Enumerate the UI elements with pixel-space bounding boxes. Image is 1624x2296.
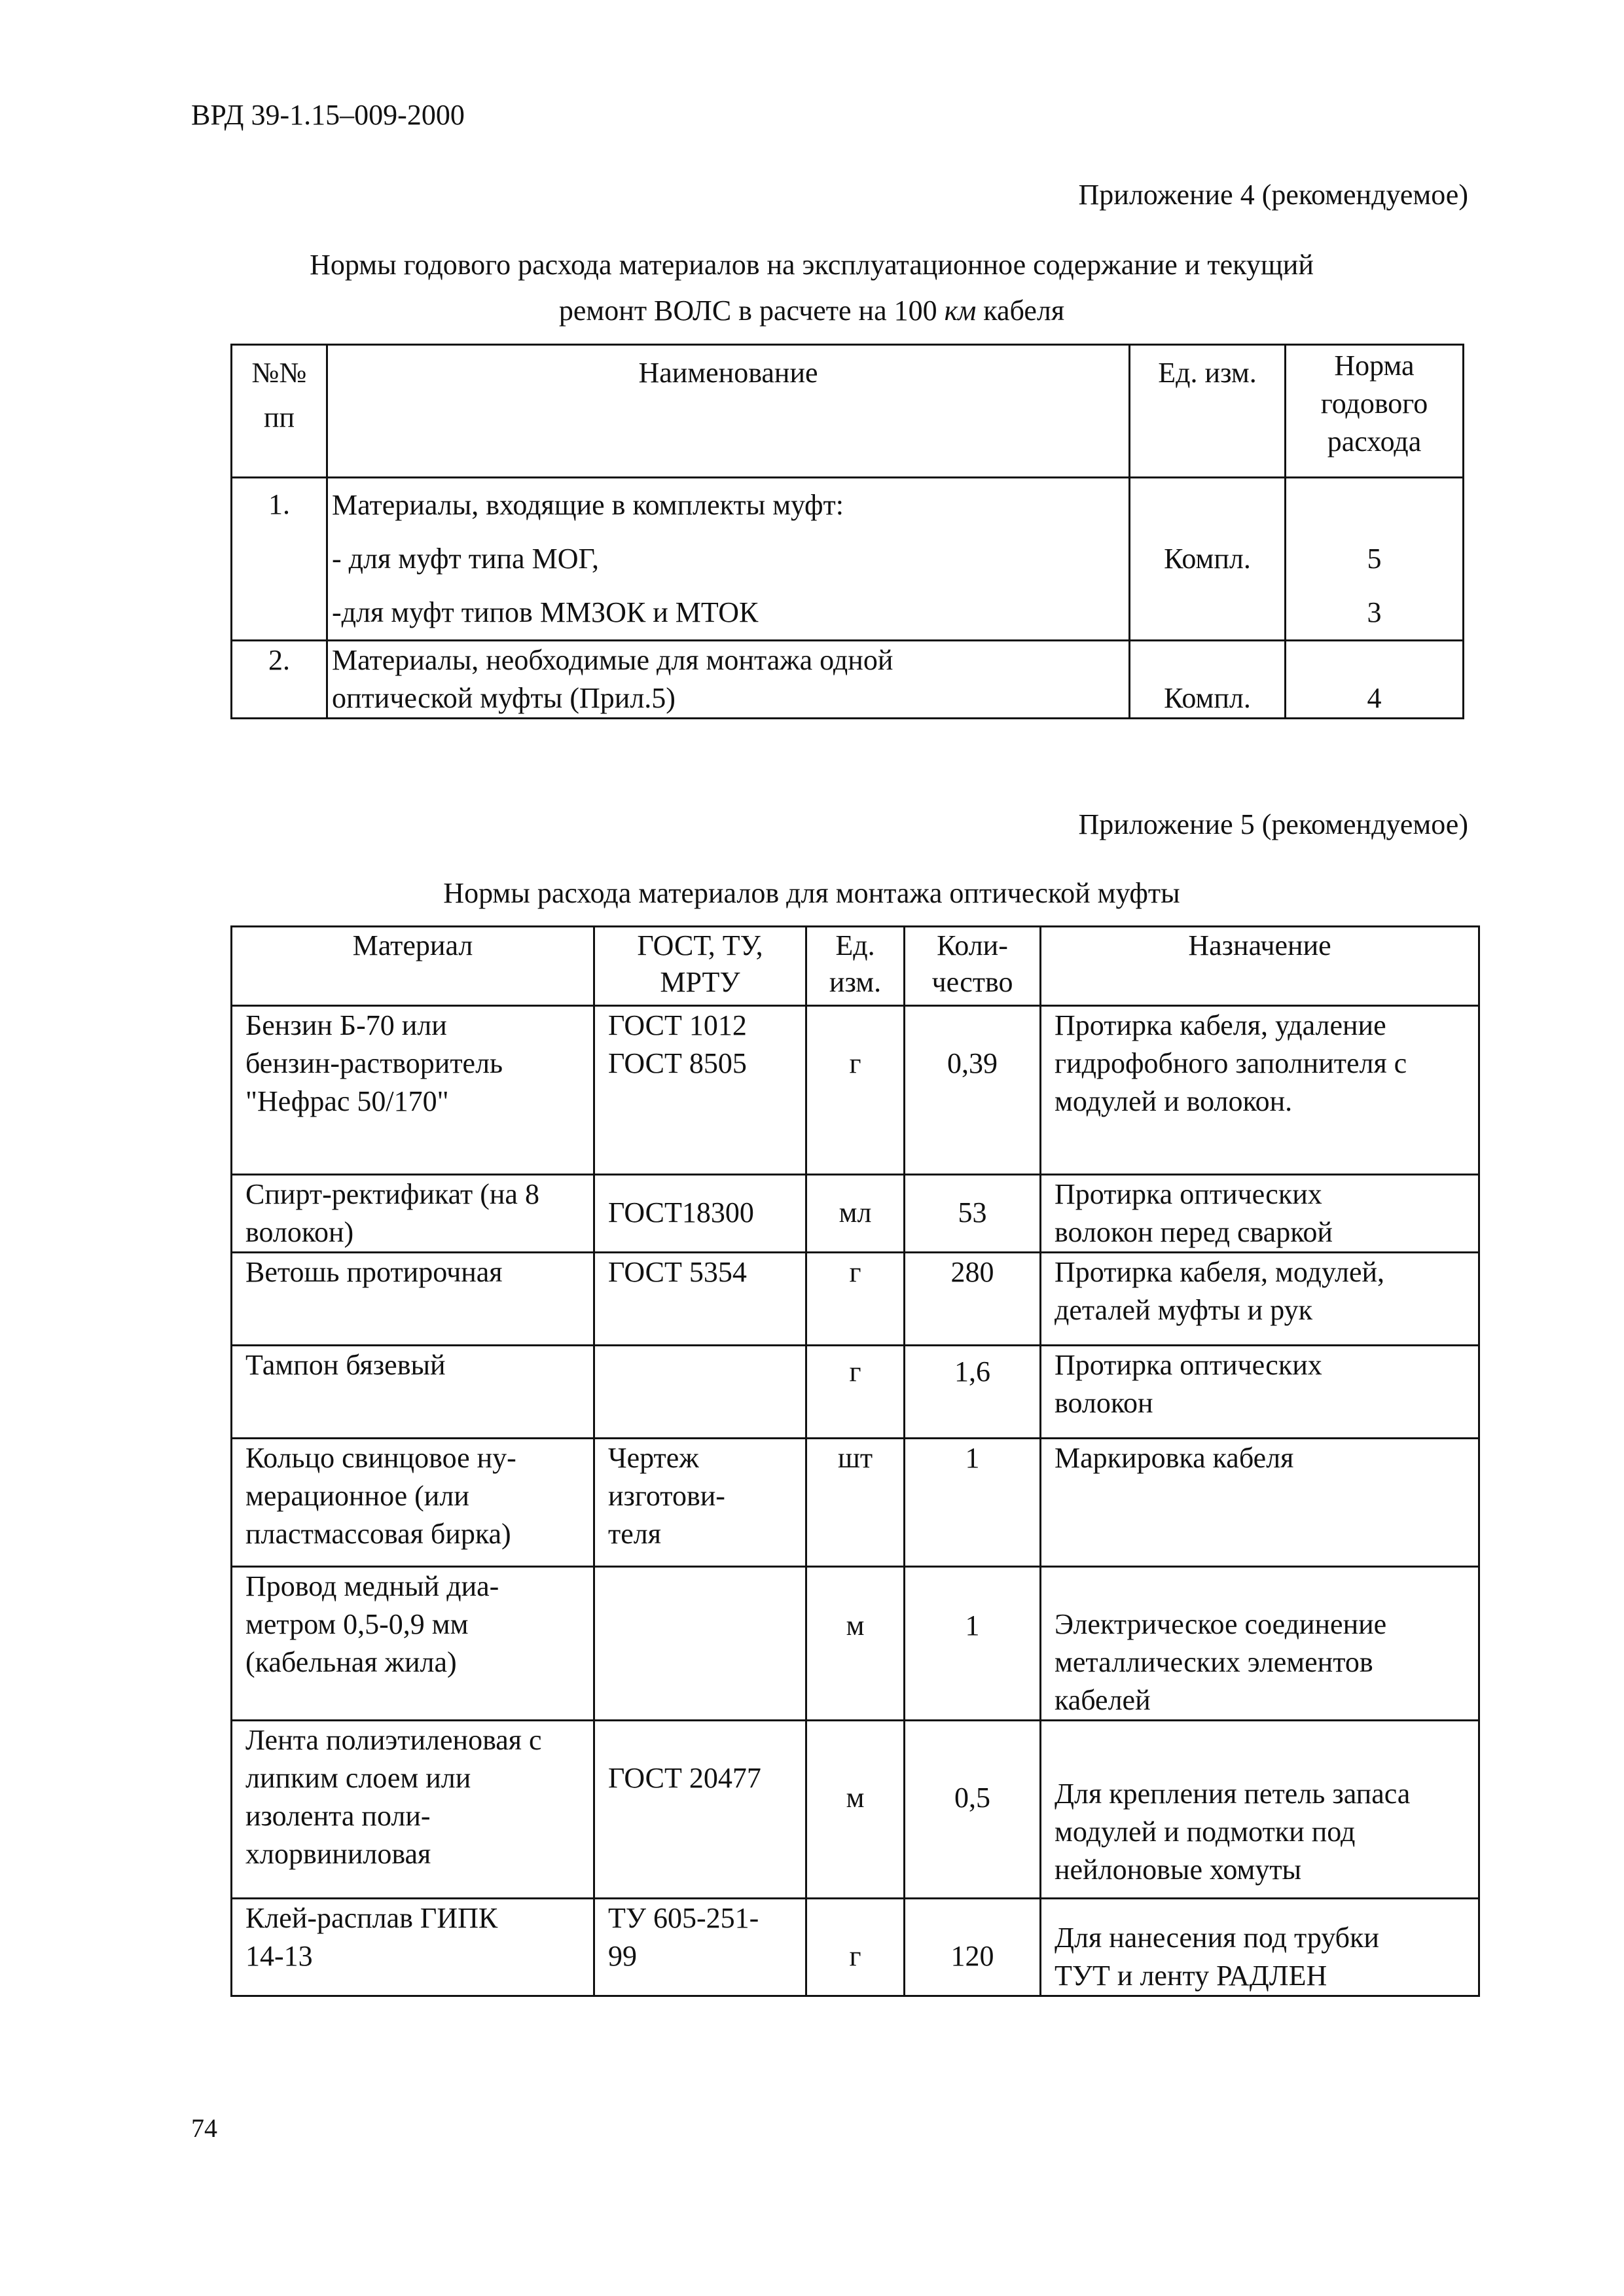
appendix-4-title-line-2	[137, 288, 1486, 334]
material-cell-line: бензин-растворитель	[245, 1047, 503, 1079]
material-cell-line: Кольцо свинцовое ну-	[245, 1442, 516, 1474]
purpose-cell	[1041, 1439, 1479, 1567]
row-number: 2.	[232, 641, 327, 719]
material-cell	[232, 1253, 594, 1346]
material-cell-line: Ветошь протирочная	[245, 1256, 503, 1288]
table-row	[232, 1439, 1479, 1567]
material-cell	[232, 1721, 594, 1899]
gost-cell	[594, 1006, 806, 1175]
material-cell-line: Лента полиэтиленовая с	[245, 1724, 542, 1756]
material-cell	[232, 1346, 594, 1439]
header-text: пп	[263, 401, 295, 433]
purpose-cell	[1041, 1721, 1479, 1899]
row-unit	[1130, 641, 1286, 719]
gost-cell	[594, 1721, 806, 1899]
appendix-4-title-line-1: Нормы годового расхода материалов на эксплуатационное содержание и текущий	[310, 249, 1314, 281]
purpose-cell-line: ТУТ и ленту РАДЛЕН	[1055, 1960, 1327, 1992]
row-name-line: - для муфт типа МОГ,	[332, 543, 599, 575]
purpose-cell	[1041, 1346, 1479, 1439]
gost-cell-line: 99	[608, 1940, 637, 1972]
purpose-cell	[1041, 1175, 1479, 1253]
row-name-line: оптической муфты (Прил.5)	[332, 682, 676, 714]
title-suffix: кабеля	[976, 295, 1065, 327]
quantity-cell	[905, 1439, 1041, 1567]
row-name-line: -для муфт типов ММЗОК и МТОК	[332, 596, 759, 628]
header-text: Ед.	[835, 929, 875, 961]
purpose-cell-line: Для крепления петель запаса	[1055, 1778, 1411, 1810]
table-row	[232, 478, 1464, 641]
table-row	[232, 1346, 1479, 1439]
purpose-cell-line: Протирка оптических	[1055, 1349, 1322, 1381]
table-row	[232, 1721, 1479, 1899]
column-header-norm	[1286, 345, 1464, 478]
column-header-unit: Ед. изм.	[1130, 345, 1286, 478]
unit-cell-line: м	[846, 1782, 865, 1814]
row-norm	[1286, 478, 1464, 641]
purpose-cell	[1041, 1006, 1479, 1175]
quantity-cell	[905, 1006, 1041, 1175]
unit-cell	[806, 1346, 905, 1439]
quantity-cell	[905, 1346, 1041, 1439]
quantity-cell	[905, 1899, 1041, 1996]
column-header-purpose: Назначение	[1041, 927, 1479, 1006]
material-cell-line: Спирт-ректификат (на 8	[245, 1178, 539, 1210]
table-row	[232, 1899, 1479, 1996]
material-cell-line: (кабельная жила)	[245, 1646, 457, 1678]
material-cell-line: "Нефрас 50/170"	[245, 1085, 449, 1117]
purpose-cell-line: деталей муфты и рук	[1055, 1294, 1313, 1326]
unit-cell-line: г	[849, 1256, 861, 1288]
material-cell-line: хлорвиниловая	[245, 1838, 431, 1870]
purpose-cell	[1041, 1253, 1479, 1346]
quantity-cell-line: 1	[965, 1442, 980, 1474]
table-row	[232, 1253, 1479, 1346]
row-norm-value: 4	[1367, 682, 1382, 714]
title-unit: км	[944, 295, 977, 327]
header-text: изм.	[829, 966, 882, 998]
table-row	[232, 1175, 1479, 1253]
purpose-cell-line: Маркировка кабеля	[1055, 1442, 1294, 1474]
header-text: МРТУ	[660, 966, 740, 998]
appendix-4-title	[137, 242, 1486, 334]
unit-cell-line: г	[849, 1940, 861, 1972]
gost-cell-line: ГОСТ 8505	[608, 1047, 747, 1079]
quantity-cell-line: 1	[965, 1609, 980, 1641]
materials-table	[230, 925, 1480, 1997]
gost-cell-line: изготови-	[608, 1480, 725, 1512]
page-number: 74	[191, 2113, 217, 2143]
column-header-unit	[806, 927, 905, 1006]
document-code: ВРД 39-1.15–009-2000	[191, 99, 465, 131]
purpose-cell	[1041, 1567, 1479, 1721]
material-cell-line: пластмассовая бирка)	[245, 1518, 511, 1550]
quantity-cell-line: 0,5	[954, 1782, 990, 1814]
purpose-cell-line: Электрическое соединение	[1055, 1608, 1387, 1640]
unit-cell	[806, 1899, 905, 1996]
materials-table-body	[232, 1006, 1479, 1996]
unit-cell	[806, 1721, 905, 1899]
quantity-cell	[905, 1721, 1041, 1899]
header-text: расхода	[1327, 425, 1422, 457]
gost-cell-line: ГОСТ 20477	[608, 1762, 761, 1794]
material-cell	[232, 1439, 594, 1567]
unit-cell-line: г	[849, 1047, 861, 1079]
material-cell	[232, 1175, 594, 1253]
appendix-5-title: Нормы расхода материалов для монтажа оптической муфты	[443, 877, 1180, 909]
table-row	[232, 641, 1464, 719]
title-prefix: ремонт ВОЛС в расчете на 100	[558, 295, 945, 327]
unit-cell	[806, 1439, 905, 1567]
quantity-cell-line: 1,6	[954, 1355, 990, 1388]
row-unit-value: Компл.	[1164, 543, 1251, 575]
appendix-4-heading: Приложение 4 (рекомендуемое)	[1078, 179, 1468, 211]
row-norm-value: 5	[1367, 543, 1382, 575]
row-unit-value: Компл.	[1164, 682, 1251, 714]
material-cell	[232, 1899, 594, 1996]
unit-cell-line: г	[849, 1355, 861, 1388]
row-unit	[1130, 478, 1286, 641]
purpose-cell-line: волокон	[1055, 1387, 1153, 1419]
table-header-row	[232, 345, 1464, 478]
purpose-cell-line: металлических элементов	[1055, 1646, 1373, 1678]
material-cell	[232, 1006, 594, 1175]
purpose-cell-line: кабелей	[1055, 1684, 1151, 1716]
gost-cell-line: теля	[608, 1518, 661, 1550]
purpose-cell-line: модулей и волокон.	[1055, 1085, 1293, 1117]
quantity-cell-line: 0,39	[947, 1047, 998, 1079]
purpose-cell-line: модулей и подмотки под	[1055, 1816, 1356, 1848]
row-norm	[1286, 641, 1464, 719]
material-cell-line: Провод медный диа-	[245, 1570, 499, 1602]
column-header-material: Материал	[232, 927, 594, 1006]
material-cell-line: Бензин Б-70 или	[245, 1009, 447, 1041]
quantity-cell-line: 280	[950, 1256, 994, 1288]
unit-cell	[806, 1175, 905, 1253]
header-text: №№	[251, 357, 307, 389]
appendix-5-heading: Приложение 5 (рекомендуемое)	[1078, 808, 1468, 840]
annual-norms-table	[230, 344, 1464, 719]
material-cell	[232, 1567, 594, 1721]
header-text: ГОСТ, ТУ,	[637, 929, 763, 961]
header-text: годового	[1320, 387, 1428, 420]
gost-cell	[594, 1253, 806, 1346]
row-norm-value: 3	[1367, 596, 1382, 628]
row-name	[327, 478, 1130, 641]
gost-cell-line: ГОСТ 5354	[608, 1256, 747, 1288]
column-header-number	[232, 345, 327, 478]
unit-cell	[806, 1567, 905, 1721]
purpose-cell-line: волокон перед сваркой	[1055, 1216, 1333, 1248]
gost-cell-line: Чертеж	[608, 1442, 699, 1474]
table-row	[232, 1006, 1479, 1175]
table-header-row	[232, 927, 1479, 1006]
purpose-cell-line: Протирка оптических	[1055, 1178, 1322, 1210]
row-name	[327, 641, 1130, 719]
material-cell-line: волокон)	[245, 1216, 354, 1248]
column-header-name: Наименование	[327, 345, 1130, 478]
material-cell-line: мерационное (или	[245, 1480, 469, 1512]
unit-cell	[806, 1253, 905, 1346]
material-cell-line: Тампон бязевый	[245, 1349, 446, 1381]
header-text: Коли-	[937, 929, 1008, 961]
unit-cell	[806, 1006, 905, 1175]
row-name-line: Материалы, входящие в комплекты муфт:	[332, 489, 844, 521]
purpose-cell-line: Протирка кабеля, модулей,	[1055, 1256, 1385, 1288]
quantity-cell-line: 53	[958, 1196, 987, 1229]
gost-cell-line: ГОСТ18300	[608, 1196, 754, 1229]
gost-cell	[594, 1567, 806, 1721]
purpose-cell-line: Для нанесения под трубки	[1055, 1922, 1379, 1954]
table-row	[232, 1567, 1479, 1721]
gost-cell	[594, 1439, 806, 1567]
material-cell-line: 14-13	[245, 1940, 313, 1972]
unit-cell-line: м	[846, 1609, 865, 1641]
row-number: 1.	[232, 478, 327, 641]
gost-cell-line: ГОСТ 1012	[608, 1009, 747, 1041]
header-text: Норма	[1334, 350, 1415, 382]
material-cell-line: метром 0,5-0,9 мм	[245, 1608, 469, 1640]
column-header-quantity	[905, 927, 1041, 1006]
unit-cell-line: мл	[839, 1196, 872, 1229]
purpose-cell-line: Протирка кабеля, удаление	[1055, 1009, 1386, 1041]
column-header-gost	[594, 927, 806, 1006]
quantity-cell	[905, 1253, 1041, 1346]
gost-cell	[594, 1175, 806, 1253]
gost-cell	[594, 1346, 806, 1439]
material-cell-line: липким слоем или	[245, 1762, 471, 1794]
header-text: чество	[931, 966, 1013, 998]
purpose-cell-line: гидрофобного заполнителя с	[1055, 1047, 1407, 1079]
row-name-line: Материалы, необходимые для монтажа одной	[332, 644, 893, 676]
purpose-cell	[1041, 1899, 1479, 1996]
material-cell-line: изолента поли-	[245, 1800, 431, 1832]
purpose-cell-line: нейлоновые хомуты	[1055, 1854, 1302, 1886]
unit-cell-line: шт	[837, 1442, 873, 1474]
gost-cell	[594, 1899, 806, 1996]
gost-cell-line: ТУ 605-251-	[608, 1902, 759, 1934]
quantity-cell-line: 120	[950, 1940, 994, 1972]
material-cell-line: Клей-расплав ГИПК	[245, 1902, 498, 1934]
quantity-cell	[905, 1567, 1041, 1721]
quantity-cell	[905, 1175, 1041, 1253]
